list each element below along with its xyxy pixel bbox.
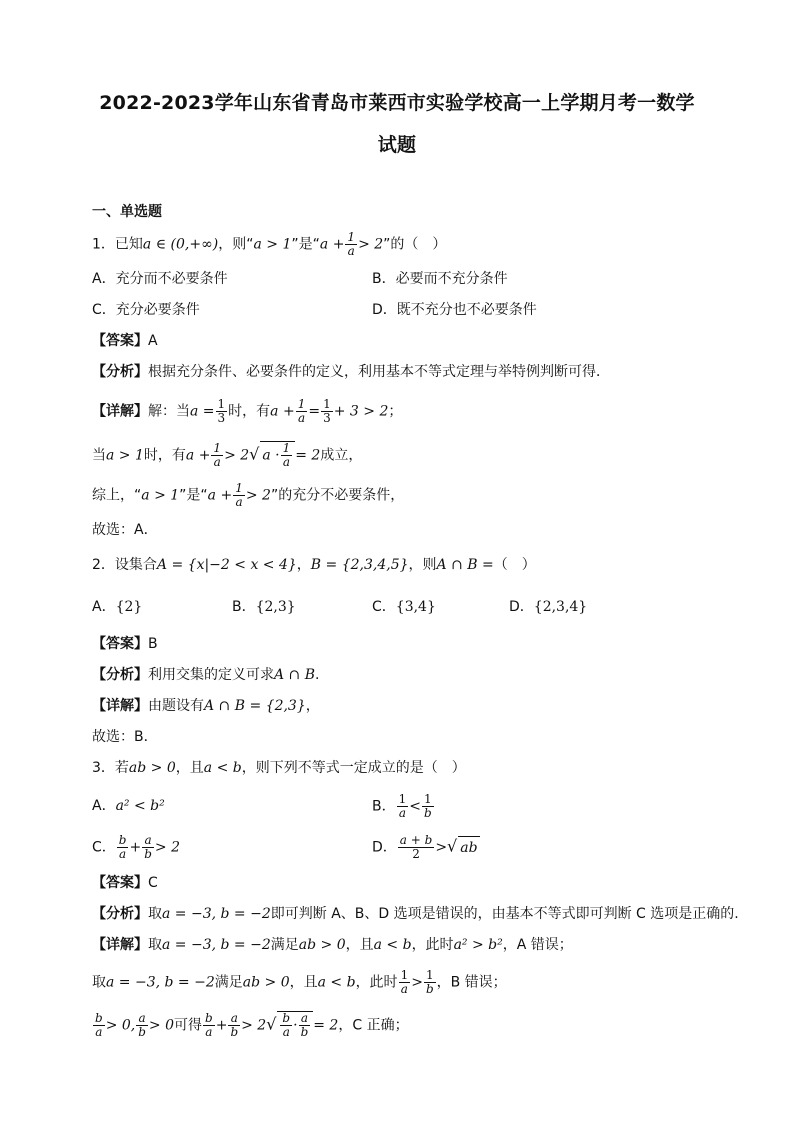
q1-detail-1: 【详解】解：当a = $\frac{1}{3}$ 时，有a + $\frac{1}{a}$ = $\frac{1}{3}$ + 3 > 2； bbox=[92, 397, 403, 425]
sqrt-icon: √ bbox=[266, 1014, 277, 1034]
q3-option-b: B． $\frac{1}{a}$ < $\frac{1}{b}$ bbox=[372, 792, 432, 820]
q1-option-d: D．既不充分也不必要条件 bbox=[372, 302, 537, 318]
q2-choose: 故选：B． bbox=[92, 729, 158, 745]
q2-option-a: A．{2} bbox=[92, 599, 143, 615]
q1-analysis: 【分析】根据充分条件、必要条件的定义，利用基本不等式定理与举特例判断可得． bbox=[92, 364, 610, 380]
q3-option-d: D． $\frac{a + b}{2}$ >√ ab bbox=[372, 833, 478, 861]
q3-option-c: C． $\frac{b}{a}$ + $\frac{a}{b}$ > 2 bbox=[92, 833, 180, 861]
q3-detail-2: 取a = −3, b = −2满足ab > 0，且a < b，此时 $\frac{1}{a}$ > $\frac{1}{b}$ ，B 错误； bbox=[92, 968, 507, 996]
sqrt-icon: √ bbox=[447, 836, 458, 856]
q2-option-c: C．{3,4} bbox=[372, 599, 436, 615]
page-title-line2: 试题 bbox=[377, 134, 417, 156]
q3-analysis: 【分析】取a = −3, b = −2即可判断 A、B、D 选项是错误的，由基本不等式即可判断 C 选项是正确的. bbox=[92, 906, 739, 922]
section-heading: 一、单选题 bbox=[92, 204, 162, 220]
page-title-line1: 2022-2023学年山东省青岛市莱西市实验学校高一上学期月考一数学 bbox=[99, 92, 695, 114]
q3-option-a: A．a² < b² bbox=[92, 798, 165, 814]
q3-detail-1: 【详解】取a = −3, b = −2满足ab > 0，且a < b，此时a² > b²，A 错误； bbox=[92, 937, 573, 953]
q3-detail-3: $\frac{b}{a}$ > 0, $\frac{a}{b}$ > 0可得 $\frac{b}{a}$ + $\frac{a}{b}$ > 2√ $\frac{b}{a}$ · $\frac{a}{b}$ = 2，C 正确； bbox=[95, 1011, 409, 1039]
q1-option-a: A．充分而不必要条件 bbox=[92, 271, 228, 287]
q2-detail: 【详解】由题设有A ∩ B = {2,3}， bbox=[92, 698, 320, 714]
q1-option-c: C．充分必要条件 bbox=[92, 302, 200, 318]
q1-stem: 1．已知a ∈ (0,+∞)，则“a > 1”是“a + $\frac{1}{a}$ > 2”的（ ） bbox=[92, 230, 447, 258]
q2-option-d: D．{2,3,4} bbox=[509, 599, 588, 615]
q3-stem: 3．若ab > 0，且a < b，则下列不等式一定成立的是（ ） bbox=[92, 760, 466, 776]
q2-stem: 2．设集合A = {x|−2 < x < 4}，B = {2,3,4,5}，则A ∩ B =（ ） bbox=[92, 557, 536, 573]
q3-answer: 【答案】C bbox=[92, 875, 158, 891]
q2-answer: 【答案】B bbox=[92, 636, 158, 652]
q1-detail-3: 综上，“a > 1”是“a + $\frac{1}{a}$ > 2”的充分不必要条件， bbox=[92, 481, 405, 509]
q2-analysis: 【分析】利用交集的定义可求A ∩ B. bbox=[92, 667, 320, 683]
q1-answer: 【答案】A bbox=[92, 333, 158, 349]
q1-detail-2: 当a > 1时，有a + $\frac{1}{a}$ > 2√ a · $\frac{1}{a}$ = 2成立， bbox=[92, 441, 363, 469]
q1-choose: 故选：A． bbox=[92, 522, 158, 538]
q2-option-b: B．{2,3} bbox=[232, 599, 296, 615]
sqrt-icon: √ bbox=[249, 444, 260, 464]
q1-option-b: B．必要而不充分条件 bbox=[372, 271, 508, 287]
